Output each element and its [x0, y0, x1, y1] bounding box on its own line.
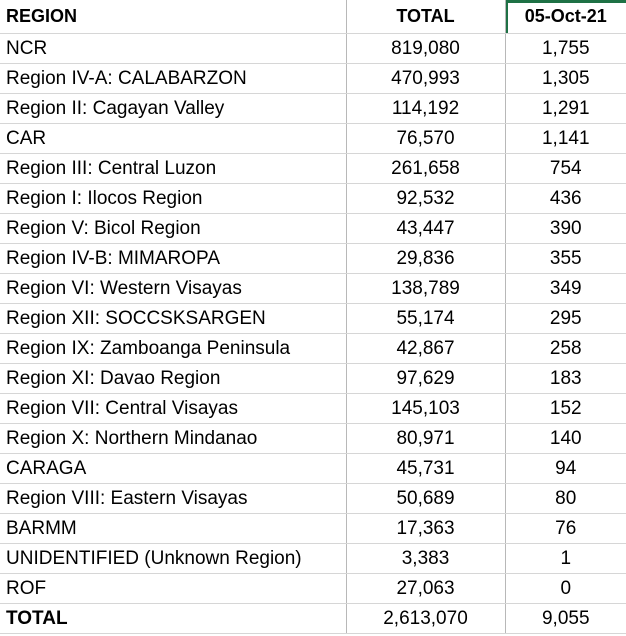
region-cell[interactable]: TOTAL: [0, 604, 346, 634]
table-row: [0, 424, 626, 454]
table-row: [0, 304, 626, 334]
table-row: [0, 64, 626, 94]
total-row: [0, 604, 626, 634]
table-row: [0, 184, 626, 214]
region-cell[interactable]: Region V: Bicol Region: [0, 214, 346, 244]
total-cell[interactable]: 145,103: [346, 394, 505, 424]
total-cell[interactable]: 45,731: [346, 454, 505, 484]
date-cell[interactable]: 1,305: [505, 64, 626, 94]
table-row: [0, 364, 626, 394]
region-cell[interactable]: Region I: Ilocos Region: [0, 184, 346, 214]
total-cell[interactable]: 43,447: [346, 214, 505, 244]
total-cell[interactable]: 261,658: [346, 154, 505, 184]
region-cell[interactable]: CAR: [0, 124, 346, 154]
region-cell[interactable]: Region XII: SOCCSKSARGEN: [0, 304, 346, 334]
date-cell[interactable]: 355: [505, 244, 626, 274]
date-cell[interactable]: 349: [505, 274, 626, 304]
region-cell[interactable]: NCR: [0, 34, 346, 64]
region-cell[interactable]: Region III: Central Luzon: [0, 154, 346, 184]
table-row: [0, 154, 626, 184]
total-cell[interactable]: 97,629: [346, 364, 505, 394]
total-cell[interactable]: 27,063: [346, 574, 505, 604]
table-row: [0, 94, 626, 124]
total-cell[interactable]: 819,080: [346, 34, 505, 64]
table-row: [0, 484, 626, 514]
table-row: [0, 334, 626, 364]
date-cell[interactable]: 754: [505, 154, 626, 184]
table-row: [0, 244, 626, 274]
total-cell[interactable]: 76,570: [346, 124, 505, 154]
date-cell[interactable]: 1,141: [505, 124, 626, 154]
table-row: [0, 454, 626, 484]
total-cell[interactable]: 2,613,070: [346, 604, 505, 634]
header-row: [0, 0, 626, 34]
date-cell[interactable]: 1,291: [505, 94, 626, 124]
header-date-cell[interactable]: 05-Oct-21: [505, 0, 626, 34]
table-row: [0, 124, 626, 154]
date-cell[interactable]: 94: [505, 454, 626, 484]
total-cell[interactable]: 138,789: [346, 274, 505, 304]
region-cell[interactable]: Region VII: Central Visayas: [0, 394, 346, 424]
total-cell[interactable]: 80,971: [346, 424, 505, 454]
table-row: [0, 514, 626, 544]
total-cell[interactable]: 50,689: [346, 484, 505, 514]
region-cell[interactable]: Region II: Cagayan Valley: [0, 94, 346, 124]
region-cell[interactable]: Region IV-B: MIMAROPA: [0, 244, 346, 274]
region-cell[interactable]: ROF: [0, 574, 346, 604]
table-row: [0, 274, 626, 304]
table-row: [0, 214, 626, 244]
region-cell[interactable]: Region IX: Zamboanga Peninsula: [0, 334, 346, 364]
date-cell[interactable]: 1,755: [505, 34, 626, 64]
total-cell[interactable]: 17,363: [346, 514, 505, 544]
date-cell[interactable]: 152: [505, 394, 626, 424]
total-cell[interactable]: 470,993: [346, 64, 505, 94]
date-cell[interactable]: 258: [505, 334, 626, 364]
total-cell[interactable]: 114,192: [346, 94, 505, 124]
total-cell[interactable]: 3,383: [346, 544, 505, 574]
date-cell[interactable]: 295: [505, 304, 626, 334]
header-region-cell[interactable]: REGION: [0, 0, 346, 34]
region-cell[interactable]: Region VI: Western Visayas: [0, 274, 346, 304]
total-cell[interactable]: 92,532: [346, 184, 505, 214]
date-cell[interactable]: 140: [505, 424, 626, 454]
region-cell[interactable]: BARMM: [0, 514, 346, 544]
date-cell[interactable]: 183: [505, 364, 626, 394]
total-cell[interactable]: 42,867: [346, 334, 505, 364]
table-row: [0, 574, 626, 604]
date-cell[interactable]: 80: [505, 484, 626, 514]
region-cell[interactable]: Region VIII: Eastern Visayas: [0, 484, 346, 514]
region-cell[interactable]: Region IV-A: CALABARZON: [0, 64, 346, 94]
date-cell[interactable]: 76: [505, 514, 626, 544]
table-row: [0, 544, 626, 574]
region-cell[interactable]: UNIDENTIFIED (Unknown Region): [0, 544, 346, 574]
table-row: [0, 394, 626, 424]
date-cell[interactable]: 0: [505, 574, 626, 604]
date-cell[interactable]: 436: [505, 184, 626, 214]
region-cell[interactable]: CARAGA: [0, 454, 346, 484]
date-cell[interactable]: 9,055: [505, 604, 626, 634]
region-cell[interactable]: Region X: Northern Mindanao: [0, 424, 346, 454]
date-cell[interactable]: 390: [505, 214, 626, 244]
total-cell[interactable]: 55,174: [346, 304, 505, 334]
date-cell[interactable]: 1: [505, 544, 626, 574]
total-cell[interactable]: 29,836: [346, 244, 505, 274]
table-row: [0, 34, 626, 64]
header-total-cell[interactable]: TOTAL: [346, 0, 505, 34]
region-cell[interactable]: Region XI: Davao Region: [0, 364, 346, 394]
